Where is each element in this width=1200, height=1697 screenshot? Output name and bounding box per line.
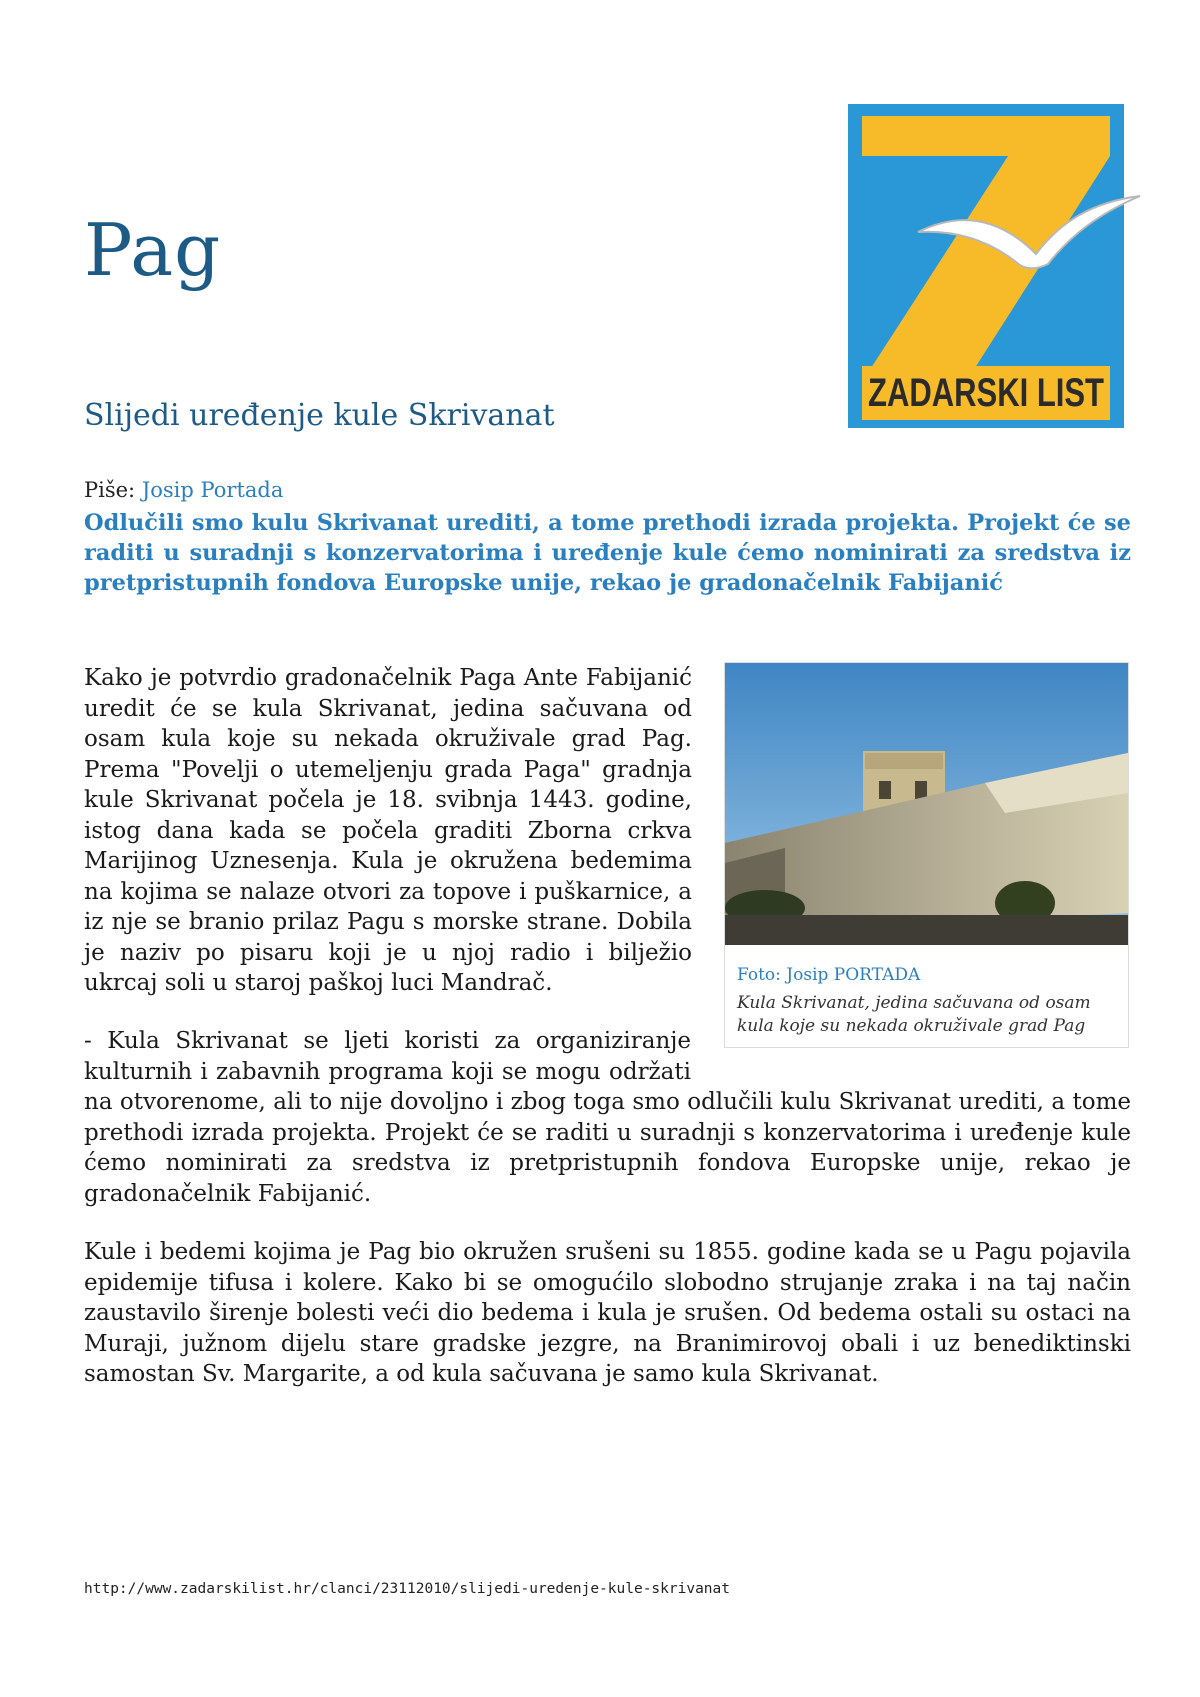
logo-text: ZADARSKI LIST (868, 371, 1104, 415)
figure-float-spacer (691, 1026, 1131, 1070)
photo-credit: Foto: Josip PORTADA (737, 965, 921, 985)
article-paragraph-text: - Kula Skrivanat se ljeti koristi za organiziranje kulturnih i zabavnih programa koji se mogu održati na otvorenome, ali to nije dovoljno i zbog toga smo odlučili kulu Skrivanat urediti, a tome prethodi izrada projekta. Projekt će se raditi u suradnji s konzervatorima i uređenje kule ćemo nominirati za sredstva iz pretpristupnih fondova Europske unije, rekao je gradonačelnik Fabijanić. (84, 1028, 1131, 1207)
article-figure (724, 662, 1129, 1048)
source-url[interactable]: http://www.zadarskilist.hr/clanci/23112010/slijedi-uredenje-kule-skrivanat (84, 1581, 731, 1597)
tower-photo (725, 663, 1128, 945)
page-title: Pag (84, 208, 222, 292)
zadarski-list-logo (848, 104, 1124, 428)
article-paragraph: Kule i bedemi kojima je Pag bio okružen srušeni su 1855. godine kada se u Pagu pojavila epidemije tifusa i kolere. Kako bi se omogućilo slobodno strujanje zraka i na taj način zaustavilo širenje bolesti veći dio bedema i kula je srušen. Od bedema ostali su ostaci na Muraji, južnom dijelu stare gradske jezgre, na Branimirovoj obali i uz benediktinski samostan Sv. Margarite, a od kula sačuvana je samo kula Skrivanat. (84, 1239, 1131, 1387)
byline-label: Piše: (84, 478, 136, 502)
article-lead: Odlučili smo kulu Skrivanat urediti, a tome prethodi izrada projekta. Projekt će se raditi u suradnji s konzervatorima i uređenje kule ćemo nominirati za sredstva iz pretpristupnih fondova Europske unije, rekao je gradonačelnik Fabijanić (84, 510, 1131, 596)
photo-caption: Kula Skrivanat, jedina sačuvana od osam kula koje su nekada okruživale grad Pag (737, 993, 1091, 1036)
author-link[interactable]: Josip Portada (141, 478, 284, 502)
article-paragraph (84, 1026, 1131, 1209)
article-paragraph: Kako je potvrdio gradonačelnik Paga Ante Fabijanić uredit će se kula Skrivanat, jedina sačuvana od osam kula koje su nekada okruživale grad Pag. Prema "Povelji o utemeljenju grada Paga" gradnja kule Skrivanat počela je 18. svibnja 1443. godine, istog dana kada se počela graditi Zborna crkva Marijinog Uznesenja. Kula je okružena bedemima na kojima se nalaze otvori za topove i puškarnice, a iz nje se branio prilaz Pagu s morske strane. Dobila je naziv po pisaru koji je u njoj radio i bilježio ukrcaj soli u staroj paškoj luci Mandrač. (84, 665, 692, 996)
article-headline: Slijedi uređenje kule Skrivanat (84, 398, 555, 433)
byline (84, 478, 283, 502)
